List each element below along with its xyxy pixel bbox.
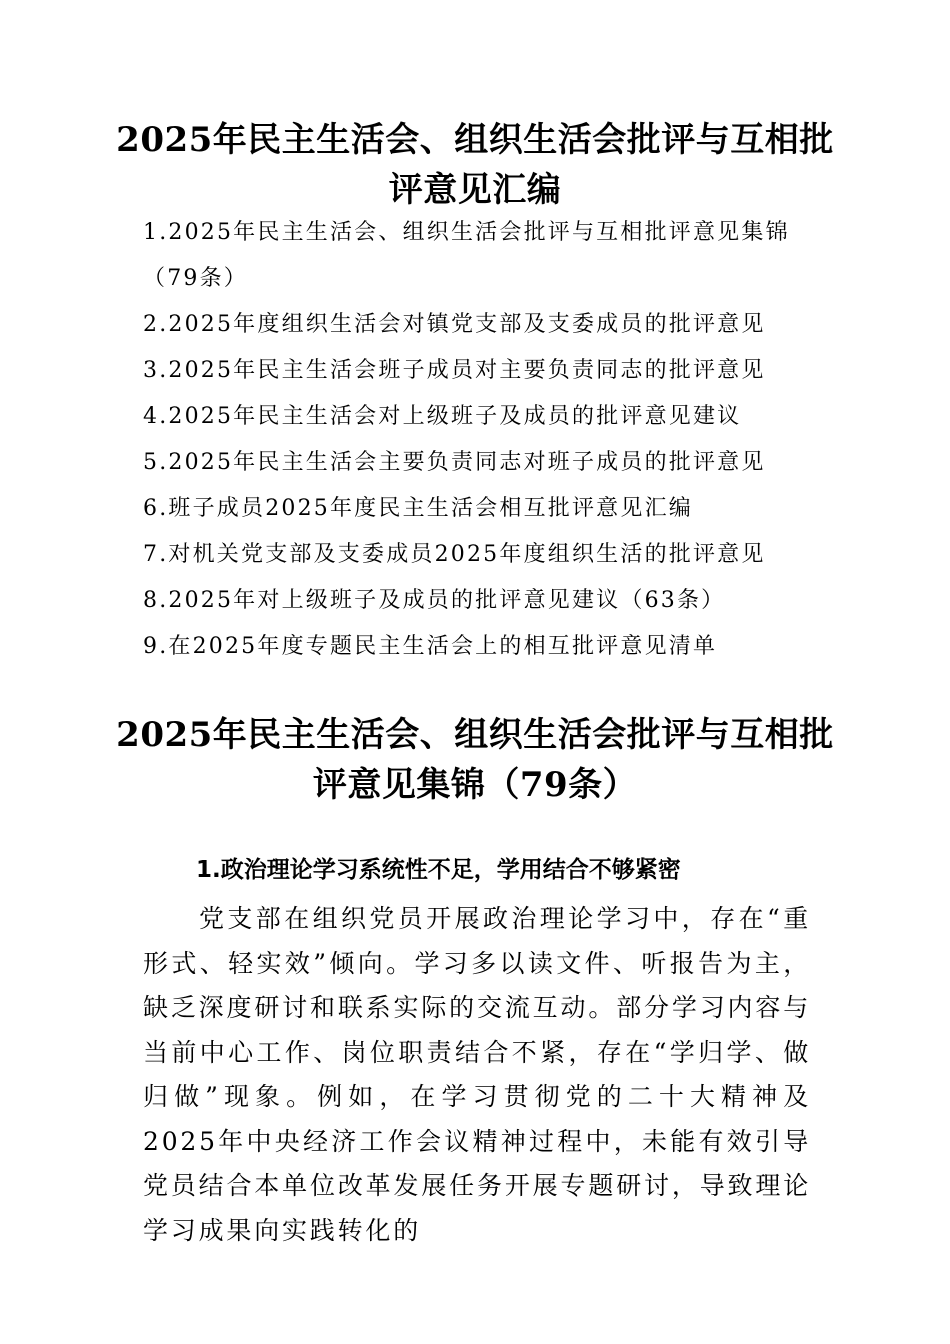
toc-item: 1.2025年民主生活会、组织生活会批评与互相批评意见集锦（79条） — [143, 220, 790, 291]
toc-item: 2.2025年度组织生活会对镇党支部及支委成员的批评意见 — [143, 312, 766, 337]
section-title: 2025年民主生活会、组织生活会批评与互相批评意见集锦（79条） — [116, 715, 834, 805]
toc-item: 8.2025年对上级班子及成员的批评意见建议（63条） — [143, 588, 726, 613]
toc-item: 7.对机关党支部及支委成员2025年度组织生活的批评意见 — [143, 542, 766, 567]
toc-item: 6.班子成员2025年度民主生活会相互批评意见汇编 — [143, 496, 693, 521]
toc-item: 9.在2025年度专题民主生活会上的相互批评意见清单 — [143, 634, 718, 659]
toc-item: 4.2025年民主生活会对上级班子及成员的批评意见建议 — [143, 404, 742, 429]
table-of-contents — [143, 210, 813, 670]
document-title: 2025年民主生活会、组织生活会批评与互相批评意见汇编 — [116, 120, 834, 210]
toc-item: 3.2025年民主生活会班子成员对主要负责同志的批评意见 — [143, 358, 766, 383]
toc-item: 5.2025年民主生活会主要负责同志对班子成员的批评意见 — [143, 450, 766, 475]
point-heading: 1.政治理论学习系统性不足，学用结合不够紧密 — [196, 857, 681, 883]
body-paragraph: 党支部在组织党员开展政治理论学习中，存在“重形式、轻实效”倾向。学习多以读文件、听报告为主，缺乏深度研讨和联系实际的交流互动。部分学习内容与当前中心工作、岗位职责结合不紧，存在“学归学、做归做”现象。例如，在学习贯彻党的二十大精神及2025年中央经济工作会议精神过程中，未能有效引导党员结合本单位改革发展任务开展专题研讨，导致理论学习成果向实践转化的 — [143, 904, 811, 1245]
